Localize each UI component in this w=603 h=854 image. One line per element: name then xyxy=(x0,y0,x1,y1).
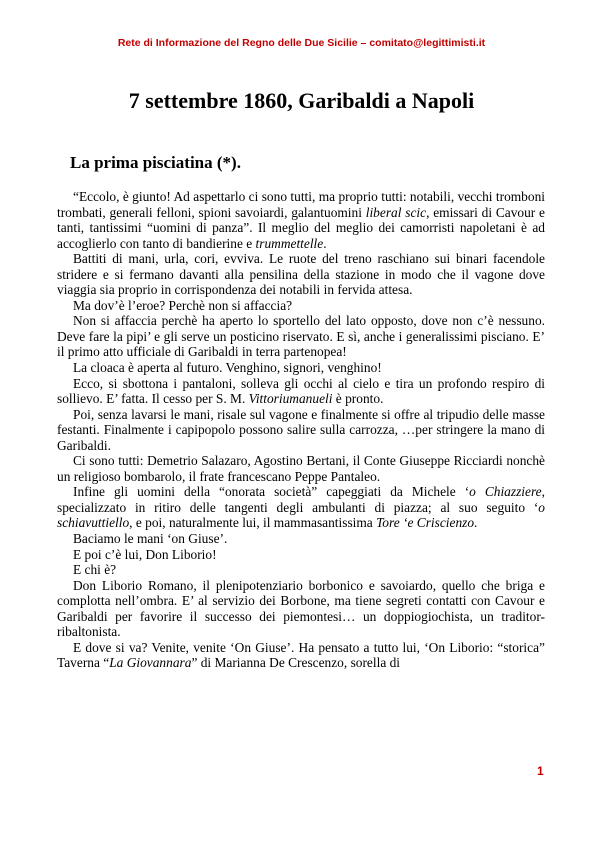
page-number: 1 xyxy=(537,764,544,778)
text-run: , emissari di Cavour e tanti, tantissimi “uomini di panza”. Il meglio del meglio dei camorristi napoletani è ad accoglierlo con tanto di bandierine e xyxy=(57,204,545,251)
paragraph xyxy=(57,562,545,578)
paragraph xyxy=(57,531,545,547)
italic-text: La Giovannara xyxy=(109,655,192,671)
paragraph xyxy=(57,251,545,298)
italic-text: trummettelle xyxy=(255,235,324,251)
text-run: . xyxy=(323,235,327,251)
paragraph xyxy=(57,407,545,454)
text-run: Ecco, si sbottona i pantaloni, solleva gli occhi al cielo e tira un profondo respiro di sollievo. E’ fatta. Il cesso per S. M. xyxy=(57,375,545,407)
text-run: Don Liborio Romano, il plenipotenziario borbonico e savoiardo, quello che briga e complotta nell’ombra. E’ al servizio dei Borbone, ma tiene segreti contatti con Cavour e Garibaldi per favorire il successo dei piemontesi… un doppiogiochista, un traditor-ribaltonista. xyxy=(57,577,545,640)
text-run: Battiti di mani, urla, cori, evviva. Le ruote del treno raschiano sui binari facendole stridere e si fermano davanti alla pensilina della stazione in modo che il vagone dove viaggia sia proprio in corrispondenza dei notabili in fervida attesa. xyxy=(57,251,545,298)
text-run: , e poi, naturalmente lui, il mammasantissima xyxy=(129,515,377,531)
italic-text: Vittoriumanueli xyxy=(248,391,333,407)
paragraph xyxy=(57,298,545,314)
text-run: Ma dov’è l’eroe? Perchè non si affaccia? xyxy=(73,297,293,313)
paragraph xyxy=(57,189,545,251)
paragraph xyxy=(57,453,545,484)
article-body xyxy=(57,189,545,671)
text-run: è pronto. xyxy=(332,391,384,407)
paragraph xyxy=(57,640,545,671)
italic-text: o Chiazziere xyxy=(469,484,542,500)
text-run: La cloaca è aperta al futuro. Venghino, signori, venghino! xyxy=(73,360,382,376)
page-header: Rete di Informazione del Regno delle Due Sicilie – comitato@legittimisti.it xyxy=(117,37,486,49)
italic-text: o schiavuttiello xyxy=(57,499,545,531)
paragraph xyxy=(57,484,545,531)
italic-text: liberal scic xyxy=(365,204,427,220)
document-title: 7 settembre 1860, Garibaldi a Napoli xyxy=(128,88,475,113)
text-run: , specializzato in ritiro delle tangenti degli ambulanti di piazza; al suo seguito ‘ xyxy=(57,484,545,515)
text-run: Ci sono tutti: Demetrio Salazaro, Agostino Bertani, il Conte Giuseppe Ricciardi nonchè un religioso bombarolo, il frate francescano Peppe Pantaleo. xyxy=(57,453,545,484)
italic-text: Tore ‘e Criscienzo xyxy=(376,515,475,531)
paragraph xyxy=(57,578,545,640)
text-run: E chi è? xyxy=(73,562,117,578)
paragraph xyxy=(57,313,545,360)
text-run: Poi, senza lavarsi le mani, risale sul vagone e finalmente si offre al tripudio delle masse festanti. Finalmente i capipopolo possono salire sulla carrozza, …per stringere la mano di Garibaldi. xyxy=(57,406,545,453)
text-run: . xyxy=(474,515,478,531)
section-subtitle: La prima pisciatina (*). xyxy=(70,153,241,172)
paragraph xyxy=(57,360,545,376)
text-run: E poi c’è lui, Don Liborio! xyxy=(73,546,217,562)
text-run: Non si affaccia perchè ha aperto lo sportello del lato opposto, dove non c’è nessuno. Deve fare la pipi’ e gli serve un posticino riservato. E sì, anche i generalissimi pisciano. E’ il primo atto ufficiale di Garibaldi in terra partenopea! xyxy=(57,313,545,360)
text-run: “Eccolo, è giunto! Ad aspettarlo ci sono tutti, ma proprio tutti: notabili, vecchi tromboni trombati, generali felloni, spioni savoiardi, galantuomini xyxy=(57,189,545,220)
text-run: ” di Marianna De Crescenzo, sorella di xyxy=(191,655,401,671)
text-run: Infine gli uomini della “onorata società” capeggiati da Michele ‘ xyxy=(73,484,470,500)
paragraph xyxy=(57,376,545,407)
text-run: E dove si va? Venite, venite ‘On Giuse’. Ha pensato a tutto lui, ‘On Liborio: “storica” Taverna “ xyxy=(57,639,545,671)
paragraph xyxy=(57,547,545,563)
text-run: Baciamo le mani ‘on Giuse’. xyxy=(73,531,228,547)
